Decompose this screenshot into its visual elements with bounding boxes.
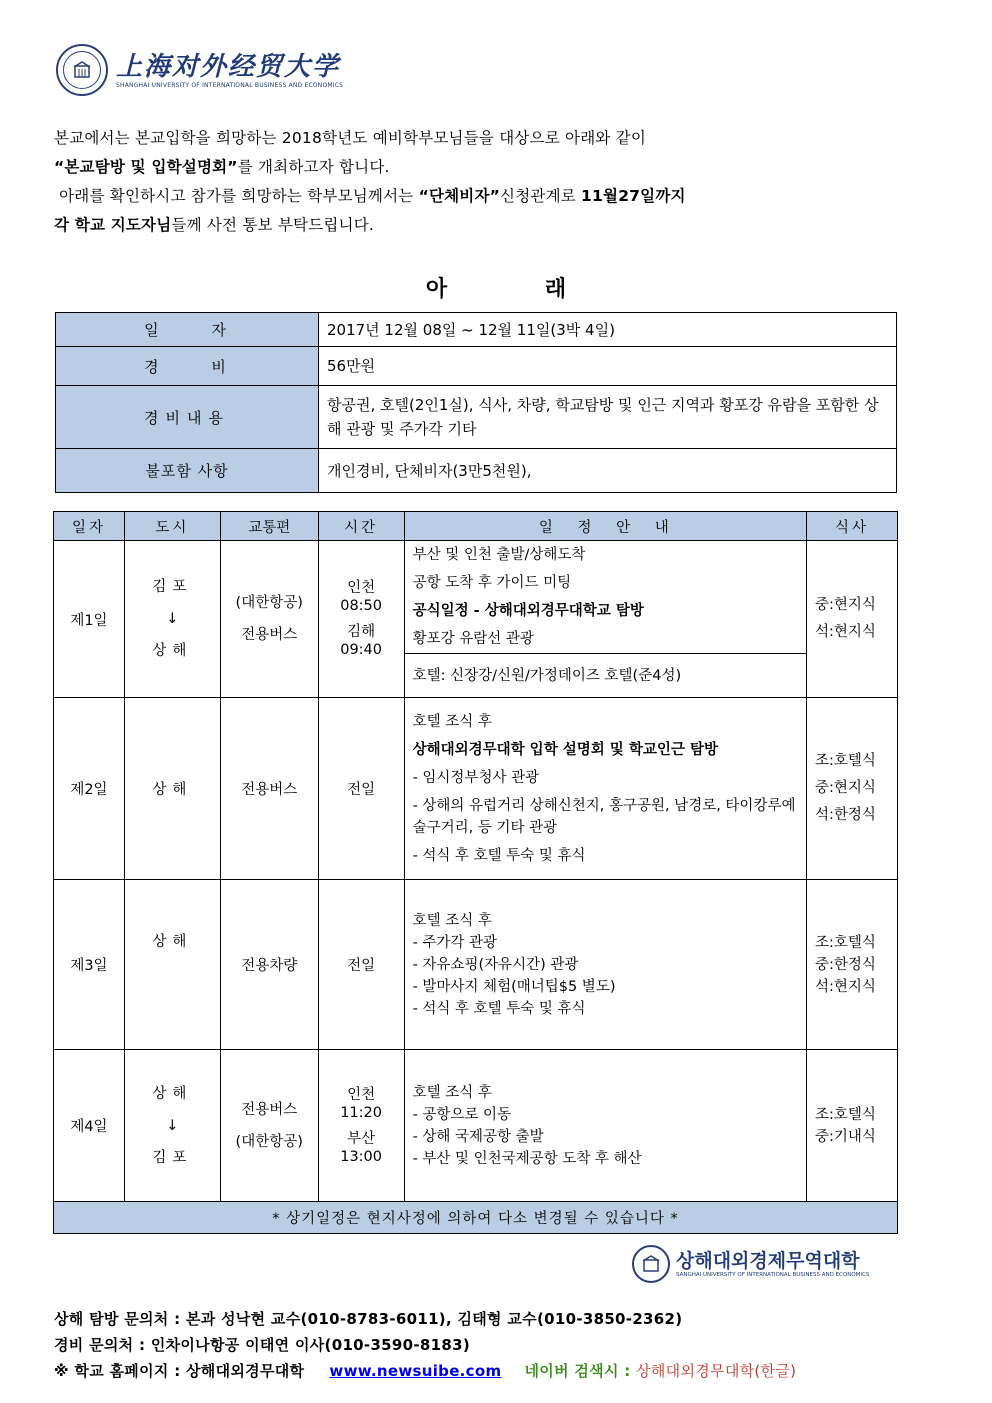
itinerary-item: - 상해 국제공항 출발: [412, 1128, 544, 1145]
header-transport: 교통편: [220, 512, 318, 541]
hotel-info: 호텔: 신장강/신원/가정데이즈 호텔(준4성): [404, 654, 806, 698]
contact-info: [54, 1306, 796, 1384]
logo-english-name: SHANGHAI UNIVERSITY OF INTERNATIONAL BUSINESS AND ECONOMICS: [116, 81, 344, 89]
schedule-note: * 상기일정은 현지사정에 의하여 다소 변경될 수 있습니다 *: [54, 1202, 898, 1234]
itinerary-item: - 부산 및 인천국제공항 도착 후 해산: [412, 1150, 642, 1167]
meal-cell: 조:호텔식 중:기내식: [807, 1050, 898, 1202]
summary-table: [55, 312, 897, 493]
city-cell: 김포 ↓ 상해: [124, 541, 220, 698]
day-label: 제1일: [54, 541, 125, 698]
intro-recipient: 각 학교 지도자님: [54, 216, 172, 234]
schedule-header-row: [54, 512, 898, 541]
summary-label: 경비내용: [56, 386, 319, 449]
intro-deadline: 11월27일까지: [581, 187, 686, 205]
summary-label: 불포함 사항: [56, 449, 319, 493]
header-city: 도시: [124, 512, 220, 541]
summary-row: [56, 347, 897, 386]
schedule-note-row: [54, 1202, 898, 1234]
itinerary-item: - 임시정부청사 관광: [412, 769, 540, 786]
intro-event-name: “본교탐방 및 입학설명회”: [54, 158, 238, 176]
summary-row: [56, 386, 897, 449]
contact-cost: 경비 문의처 : 인차이나항공 이태연 이사(010-3590-8183): [54, 1336, 471, 1354]
summary-value: 항공권, 호텔(2인1실), 식사, 차량, 학교탐방 및 인근 지역과 황포강 유람을 포함한 상해 관광 및 주가각 기타: [319, 386, 897, 449]
intro-paragraph: 본교에서는 본교입학을 희망하는 2018학년도 예비학부모님들을 대상으로 아래와 같이 “본교탐방 및 입학설명회”를 개최하고자 합니다. 아래를 확인하시고 참가를 희망하는 학부모님께서는 “단체비자”신청관계로 11월27일까지 각 학교 지도자님들께 사전 통보 부탁드립니다.: [54, 129, 686, 234]
time-cell: 전일: [318, 698, 404, 880]
summary-value: 56만원: [319, 347, 897, 386]
header-time: 시간: [318, 512, 404, 541]
itinerary-item: - 자유쇼핑(자유시간) 관광: [412, 956, 579, 973]
itinerary-item: - 석식 후 호텔 투숙 및 휴식: [412, 1000, 586, 1017]
university-logo: [56, 40, 343, 100]
schedule-row: [54, 541, 898, 654]
naver-search-term: 상해대외경무대학(한글): [636, 1362, 797, 1380]
itinerary-item: - 공항으로 이동: [412, 1106, 512, 1123]
homepage-line: ※ 학교 홈페이지 : 상해대외경무대학 www.newsuibe.com 네이버 검색시 : 상해대외경무대학(한글): [54, 1362, 797, 1380]
logo-korean-name: 상해대외경제무역대학: [676, 1250, 860, 1272]
itinerary-item: 공식일정 - 상해대외경무대학교 탐방: [412, 603, 644, 619]
itinerary-item: - 상해의 유럽거리 상해신천지, 홍구공원, 남경로, 타이캉루예술구거리, 등 기타 관광: [412, 797, 796, 836]
itinerary-item: 호텔 조식 후: [412, 912, 492, 929]
logo-chinese-name: 上海对外经贸大学: [116, 51, 341, 82]
schedule-row: [54, 880, 898, 1050]
university-seal-icon: [56, 44, 108, 96]
summary-label: 경 비: [56, 347, 319, 386]
itinerary-item: 부산 및 인천 출발/상해도착: [412, 547, 586, 563]
transport-cell: 전용차량: [220, 880, 318, 1050]
arrow-down-icon: ↓: [166, 611, 179, 627]
time-cell: 전일: [318, 880, 404, 1050]
header-day: 일자: [54, 512, 125, 541]
itinerary-item: 호텔 조식 후: [412, 1084, 492, 1101]
day-label: 제4일: [54, 1050, 125, 1202]
naver-search-label: 네이버 검색시 :: [524, 1362, 637, 1380]
transport-cell: (대한항공) 전용버스: [220, 541, 318, 698]
itinerary-item: 호텔 조식 후: [412, 713, 492, 730]
intro-visa-term: “단체비자”: [418, 187, 501, 205]
university-seal-icon: [632, 1245, 670, 1283]
itinerary-item: 공항 도착 후 가이드 미팅: [412, 575, 572, 591]
header-meals: 식사: [807, 512, 898, 541]
itinerary-item: 상해대외경무대학 입학 설명회 및 학교인근 탐방: [412, 741, 718, 758]
summary-row: [56, 313, 897, 347]
schedule-row: [54, 1050, 898, 1202]
day-label: 제2일: [54, 698, 125, 880]
homepage-link[interactable]: www.newsuibe.com: [329, 1362, 502, 1380]
summary-label: 일 자: [56, 313, 319, 347]
itinerary-cell: [404, 880, 806, 1050]
itinerary-cell: [404, 541, 806, 654]
city-cell: 상해 ↓ 김포: [124, 1050, 220, 1202]
itinerary-item: - 주가각 관광: [412, 934, 498, 951]
contact-tour: 상해 탐방 문의처 : 본과 성낙현 교수(010-8783-6011), 김태형 교수(010-3850-2362): [54, 1310, 683, 1328]
itinerary-cell: [404, 1050, 806, 1202]
university-logo-korean: [632, 1245, 869, 1283]
itinerary-cell: [404, 698, 806, 880]
meal-cell: 중:현지식 석:현지식: [807, 541, 898, 698]
header-itinerary: 일 정 안 내: [404, 512, 806, 541]
intro-line-1: 본교에서는 본교입학을 희망하는 2018학년도 예비학부모님들을 대상으로 아래와 같이: [54, 129, 647, 147]
section-title: 아 래: [425, 277, 567, 302]
day-label: 제3일: [54, 880, 125, 1050]
schedule-row: [54, 698, 898, 880]
city-cell: 상해: [124, 698, 220, 880]
time-cell: 인천 08:50 김해 09:40: [318, 541, 404, 698]
transport-cell: 전용버스: [220, 698, 318, 880]
itinerary-item: 황포강 유람선 관광: [412, 631, 534, 647]
transport-cell: 전용버스 (대한항공): [220, 1050, 318, 1202]
itinerary-item: - 발마사지 체험(매너팁$5 별도): [412, 978, 616, 995]
logo-english-name: SANGHAI UNIVERSITY OF INTERNATIONAL BUSINESS AND ECONOMICS: [676, 1272, 870, 1278]
itinerary-item: - 석식 후 호텔 투숙 및 휴식: [412, 847, 586, 864]
meal-cell: 조:호텔식 중:현지식 석:한정식: [807, 698, 898, 880]
schedule-table: [53, 511, 898, 1234]
summary-value: 개인경비, 단체비자(3만5천원),: [319, 449, 897, 493]
city-cell: 상해: [124, 880, 220, 1050]
meal-cell: 조:호텔식 중:한정식 석:현지식: [807, 880, 898, 1050]
arrow-down-icon: ↓: [166, 1117, 179, 1134]
time-cell: 인천 11:20 부산 13:00: [318, 1050, 404, 1202]
summary-value: 2017년 12월 08일 ~ 12월 11일(3박 4일): [319, 313, 897, 347]
summary-row: [56, 449, 897, 493]
